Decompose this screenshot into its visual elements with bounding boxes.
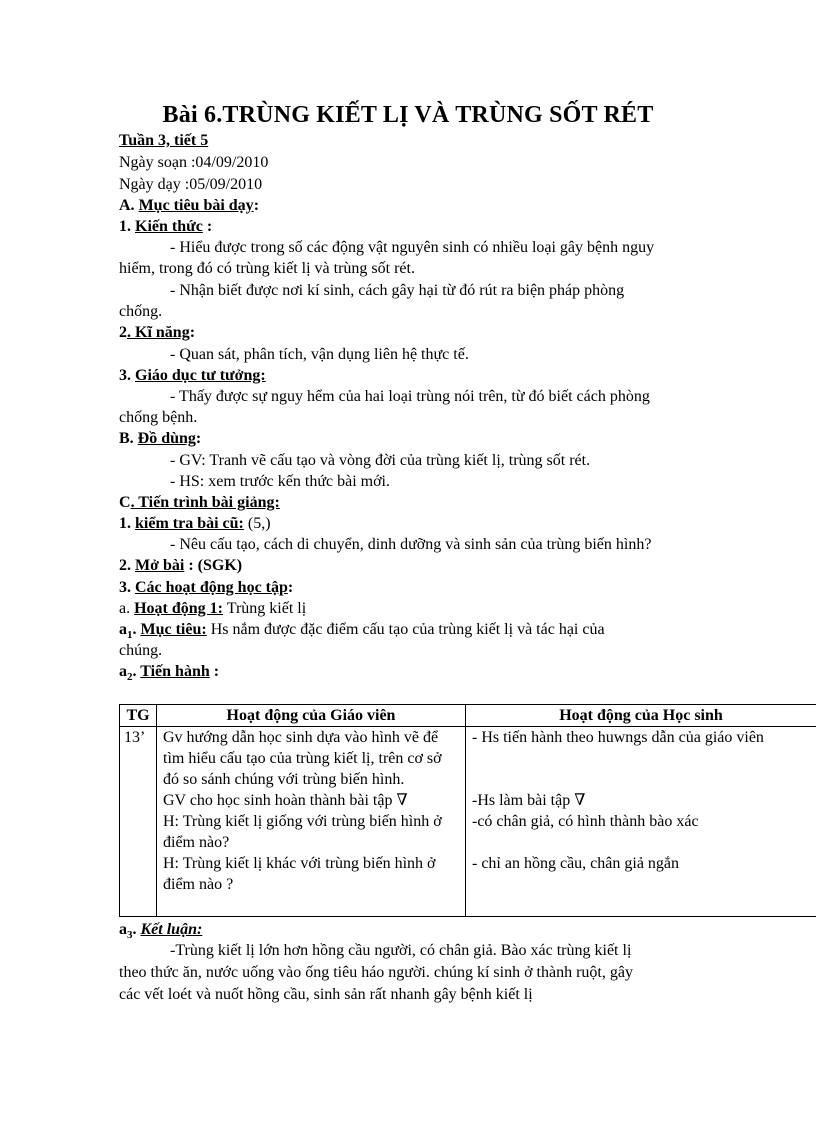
student-line — [472, 748, 810, 769]
activity-table — [119, 704, 816, 917]
a1-objective: $a_1$. Mục tiêu: Hs nắm được đặc điểm cấu tạo của trùng kiết lị và tác hại của — [119, 621, 605, 642]
old-lesson-question: - Nêu cấu tạo, cách di chuyển, dinh dưỡng và sinh sản của trùng biến hình? — [170, 536, 652, 553]
conclusion-line-3: các vết loét và nuốt hồng cầu, sinh sản rất nhanh gây bệnh kiết lị — [119, 986, 533, 1003]
date-prepared: Ngày soạn :04/09/2010 — [119, 154, 269, 171]
intro-heading: 2. Mở bài : (SGK) — [119, 557, 243, 574]
activity-1-heading: a. Hoạt động 1: Trùng kiết lị — [119, 600, 307, 617]
teacher-cell — [157, 727, 466, 917]
conclusion-line-1: -Trùng kiết lị lớn hơn hồng cầu người, có chân giả. Bào xác trùng kiết lị — [170, 942, 632, 959]
student-line: - Hs tiến hành theo huwngs dẫn của giáo viên — [472, 729, 764, 746]
header-student: Hoạt động của Học sinh — [466, 705, 816, 727]
section-c-heading: C. Tiến trình bài giảng: — [119, 494, 280, 511]
table-header-row — [120, 705, 816, 727]
student-cell — [466, 727, 816, 917]
student-line — [472, 874, 810, 895]
header-time: TG — [120, 705, 157, 727]
attitude-line-1: - Thấy được sự nguy hểm của hai loại trùng nói trên, từ đó biết cách phòng — [170, 388, 650, 405]
section-b-heading: B. Đồ dùng: — [119, 430, 202, 447]
skills-heading: 2. Kĩ năng: — [119, 324, 196, 341]
teacher-line: đó so sánh chúng với trùng biến hình. — [163, 771, 405, 788]
teacher-line: tìm hiểu cấu tạo của trùng kiết lị, trên cơ sở — [163, 750, 442, 767]
lesson-title: Bài 6.TRÙNG KIẾT LỊ VÀ TRÙNG SỐT RÉT — [162, 102, 654, 128]
materials-line-2: - HS: xem trước kến thức bài mới. — [170, 473, 390, 490]
section-a-heading: A. Mục tiêu bài dạy: — [119, 197, 260, 214]
teacher-line: H: Trùng kiết lị khác với trùng biến hình ở — [163, 855, 436, 872]
materials-line-1: - GV: Tranh vẽ cấu tạo và vòng đời của trùng kiết lị, trùng sốt rét. — [170, 452, 591, 469]
teacher-line: điểm nào? — [163, 834, 230, 851]
knowledge-line-4: chống. — [119, 303, 163, 320]
activities-heading: 3. Các hoạt động học tập: — [119, 579, 294, 596]
header-teacher: Hoạt động của Giáo viên — [157, 705, 466, 727]
teacher-line: điểm nào ? — [163, 876, 234, 893]
student-line: -Hs làm bài tập ∇ — [472, 792, 586, 809]
week-line: Tuần 3, tiết 5 — [119, 132, 209, 149]
knowledge-heading: 1. Kiến thức : — [119, 218, 213, 235]
a1-objective-line-2: chúng. — [119, 642, 163, 659]
date-taught: Ngày dạy :05/09/2010 — [119, 176, 263, 193]
student-line — [472, 832, 810, 853]
student-line: - chỉ an hồng cầu, chân giả ngắn — [472, 855, 680, 872]
student-line — [472, 769, 810, 790]
conclusion-line-2: theo thức ăn, nước uống vào ống tiêu háo người. chúng kí sinh ở thành ruột, gây — [119, 964, 633, 981]
knowledge-line-3: - Nhận biết được nơi kí sinh, cách gây hại từ đó rút ra biện pháp phòng — [170, 282, 625, 299]
old-lesson-check-heading: 1. kiểm tra bài cũ: (5,) — [119, 515, 271, 532]
teacher-line: Gv hướng dẫn học sinh dựa vào hình vẽ để — [163, 729, 439, 746]
teacher-line: GV cho học sinh hoàn thành bài tập ∇ — [163, 792, 408, 809]
a3-conclusion-heading: $a_3$. Kết luận: — [119, 921, 203, 942]
student-line: -có chân giả, có hình thành bào xác — [472, 813, 699, 830]
teacher-line: H: Trùng kiết lị giống với trùng biến hình ở — [163, 813, 442, 830]
attitude-line-2: chống bệnh. — [119, 409, 198, 426]
time-cell: 13’ — [120, 727, 157, 917]
attitude-heading: 3. Giáo dục tư tưởng: — [119, 367, 266, 384]
knowledge-line-1: - Hiểu được trong số các động vật nguyên sinh có nhiều loại gây bệnh nguy — [170, 239, 655, 256]
skills-line-1: - Quan sát, phân tích, vận dụng liên hệ thực tế. — [170, 346, 469, 363]
a2-procedure-heading: $a_2$. Tiến hành : — [119, 663, 220, 684]
table-row — [120, 727, 816, 917]
knowledge-line-2: hiểm, trong đó có trùng kiết lị và trùng sốt rét. — [119, 260, 415, 277]
